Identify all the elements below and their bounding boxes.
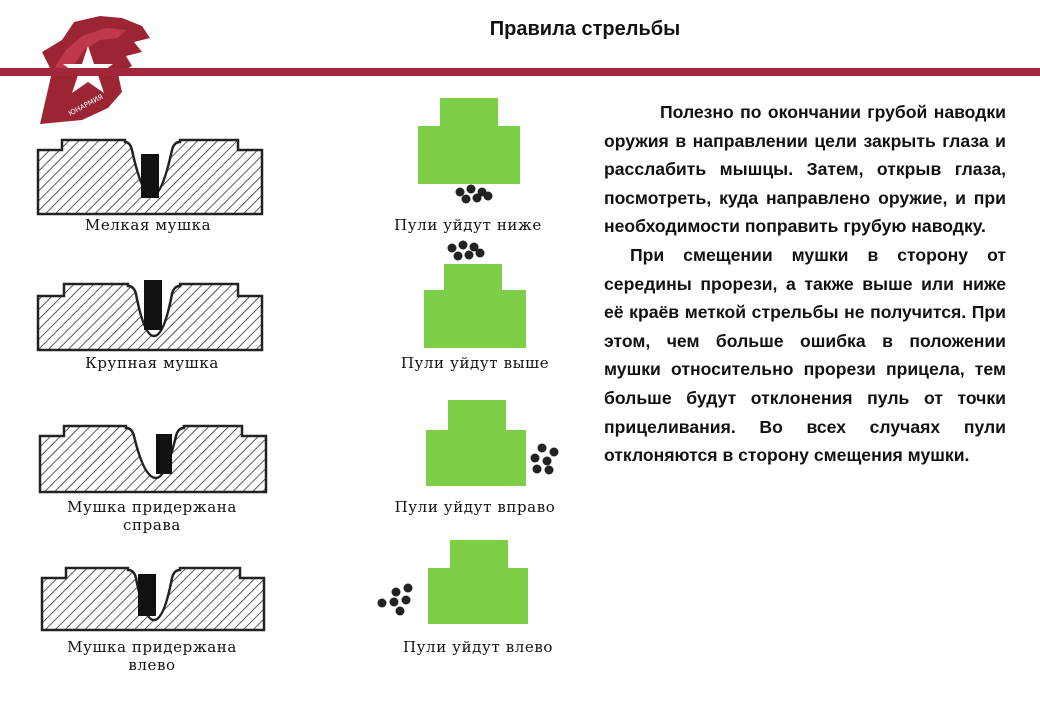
sight-label: Крупная мушка bbox=[85, 354, 219, 372]
target-1 bbox=[418, 98, 520, 184]
bullets-label: Пули уйдут вправо bbox=[394, 498, 556, 516]
bullets-label: Пули уйдут ниже bbox=[394, 216, 542, 234]
paragraph-2: При смещении мушки в сторону от середины прорези, а также выше или ниже её краёв меткой стрельбы не получится. При этом, чем больше ошибка в положении мушки относительно прорези прицела, тем больше будут отклонения пуль от точки прицеливания. Во всех случаях пули отклоняются в сторону смещения мушки. bbox=[604, 244, 1006, 466]
sight-row-3 bbox=[40, 400, 559, 534]
sight-row-2 bbox=[38, 241, 549, 373]
bullet-group-above bbox=[448, 241, 485, 261]
front-sight-post bbox=[144, 280, 162, 330]
sight-label: влево bbox=[128, 656, 176, 674]
sight-label: справа bbox=[123, 516, 181, 534]
target-3 bbox=[426, 400, 526, 486]
bullet-group-left bbox=[378, 584, 413, 616]
logo-text: ЮНАРМИЯ bbox=[67, 92, 105, 118]
bullets-label: Пули уйдут влево bbox=[402, 638, 554, 656]
target-4 bbox=[428, 540, 528, 624]
header-divider bbox=[0, 68, 1040, 76]
rear-sight-notch bbox=[40, 426, 266, 492]
front-sight-post bbox=[156, 434, 172, 474]
page-title: Правила стрельбы bbox=[489, 18, 681, 40]
bullet-group-below bbox=[456, 185, 493, 204]
bullets-label: Пули уйдут выше bbox=[400, 354, 550, 372]
sight-label: Мелкая мушка bbox=[84, 216, 212, 234]
sight-label: Мушка придержана bbox=[67, 498, 237, 516]
front-sight-post bbox=[138, 574, 156, 616]
paragraph-1: Полезно по окончании грубой наводки оружия в направлении цели закрыть глаза и расслабить мышцы. Затем, открыв глаза, посмотреть, куда направлено оружие, и при необходимости поправить грубую наводку. bbox=[604, 102, 1006, 237]
sight-row-1 bbox=[38, 98, 542, 234]
bullet-group-right bbox=[531, 444, 559, 475]
sight-diagrams bbox=[30, 90, 590, 720]
explanation-text bbox=[604, 98, 1006, 470]
sight-row-4 bbox=[42, 540, 553, 674]
front-sight-post bbox=[141, 154, 159, 198]
sight-label: Мушка придержана bbox=[67, 638, 237, 656]
target-2 bbox=[424, 264, 526, 348]
